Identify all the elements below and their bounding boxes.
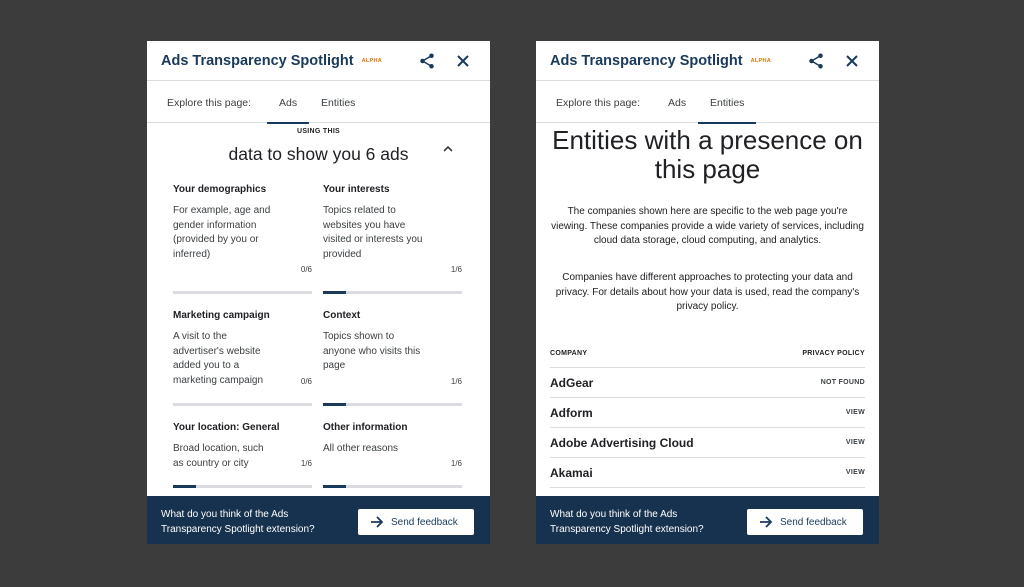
arrow-right-icon [759, 515, 773, 529]
company-name: Adobe Advertising Cloud [550, 436, 694, 450]
card-description: A visit to the advertiser's website added you to a marketing campaign [173, 331, 264, 386]
tab-ads[interactable]: Ads [668, 97, 687, 109]
company-row [550, 457, 865, 487]
card-description: For example, age and gender information (provided by you or inferred) [173, 205, 271, 260]
card-count: 1/6 [450, 459, 462, 468]
privacy-status: NOT FOUND [820, 379, 865, 386]
panel-header [147, 41, 490, 81]
view-policy-link[interactable]: VIEW [845, 439, 865, 446]
explore-label: Explore this page: [556, 97, 641, 109]
company-row [550, 427, 865, 457]
chevron-up-icon[interactable] [442, 142, 454, 160]
progress-track [173, 403, 312, 406]
panel-header [536, 41, 879, 81]
company-name: AdGear [550, 376, 594, 390]
explore-label: Explore this page: [167, 97, 252, 109]
using-this-label: USING THIS [296, 128, 341, 135]
feedback-prompt: What do you think of the Ads Transparency Spotlight extension? [550, 509, 704, 535]
card-title: Marketing campaign [173, 310, 270, 321]
entities-panel [536, 41, 879, 544]
progress-track [323, 403, 462, 406]
card-title: Other information [323, 422, 408, 433]
company-name: Akamai [550, 466, 593, 480]
tab-bar [147, 82, 490, 123]
tab-entities[interactable]: Entities [710, 97, 745, 109]
send-feedback-label: Send feedback [780, 516, 847, 528]
close-icon[interactable] [841, 50, 863, 72]
send-feedback-button[interactable] [747, 509, 863, 535]
progress-track [323, 485, 462, 488]
data-card-location [173, 422, 314, 488]
app-title: Ads Transparency Spotlight [161, 52, 354, 69]
company-column-header: COMPANY [550, 350, 588, 357]
feedback-footer [536, 496, 879, 544]
entities-intro: The companies shown here are specific to the web page you're viewing. These companies provide a wide variety of services, including cloud data storage, cloud computing, and analytics. [551, 206, 864, 247]
progress-track [323, 291, 462, 294]
card-title: Context [323, 310, 361, 321]
send-feedback-label: Send feedback [391, 516, 458, 528]
progress-track [173, 485, 312, 488]
tab-entities[interactable]: Entities [321, 97, 356, 109]
feedback-footer [147, 496, 490, 544]
share-icon[interactable] [805, 50, 827, 72]
card-description: Broad location, such as country or city [173, 443, 264, 469]
data-card-interests [323, 184, 464, 294]
card-title: Your demographics [173, 184, 267, 195]
card-count: 1/6 [300, 459, 312, 468]
close-icon[interactable] [452, 50, 474, 72]
ads-body [147, 123, 490, 496]
entities-privacy-note: Companies have different approaches to protecting your data and privacy. For details about how your data is used, read the company's privacy policy. [555, 272, 860, 313]
data-card-context [323, 310, 464, 406]
arrow-right-icon [370, 515, 384, 529]
card-description: Topics shown to anyone who visits this page [323, 331, 421, 372]
card-title: Your location: General [173, 422, 280, 433]
tab-ads[interactable]: Ads [279, 97, 298, 109]
privacy-policy-column-header: PRIVACY POLICY [802, 350, 865, 357]
alpha-badge: ALPHA [750, 57, 772, 64]
entities-body [536, 123, 879, 496]
entities-heading: Entities with a presence on this page [552, 125, 863, 184]
progress-track [173, 291, 312, 294]
data-card-other [323, 422, 464, 488]
company-row [550, 397, 865, 427]
send-feedback-button[interactable] [358, 509, 474, 535]
company-name: Adform [550, 406, 593, 420]
data-card-marketing [173, 310, 314, 406]
card-count: 0/6 [300, 377, 312, 386]
card-count: 1/6 [450, 377, 462, 386]
data-card-demographics [173, 184, 314, 294]
tab-bar [536, 82, 879, 123]
ads-headline: data to show you 6 ads [228, 144, 409, 164]
progress-fill [323, 403, 346, 406]
company-row [550, 367, 865, 397]
card-count: 1/6 [450, 265, 462, 274]
view-policy-link[interactable]: VIEW [845, 469, 865, 476]
card-title: Your interests [323, 184, 390, 195]
card-count: 0/6 [300, 265, 312, 274]
app-title: Ads Transparency Spotlight [550, 52, 743, 69]
card-description: Topics related to websites you have visited or interests you provided [323, 205, 423, 260]
ads-panel [147, 41, 490, 544]
alpha-badge: ALPHA [361, 57, 383, 64]
share-icon[interactable] [416, 50, 438, 72]
progress-fill [323, 291, 346, 294]
view-policy-link[interactable]: VIEW [845, 409, 865, 416]
progress-fill [323, 485, 346, 488]
feedback-prompt: What do you think of the Ads Transparency Spotlight extension? [161, 509, 315, 535]
progress-fill [173, 485, 196, 488]
card-description: All other reasons [323, 443, 399, 454]
